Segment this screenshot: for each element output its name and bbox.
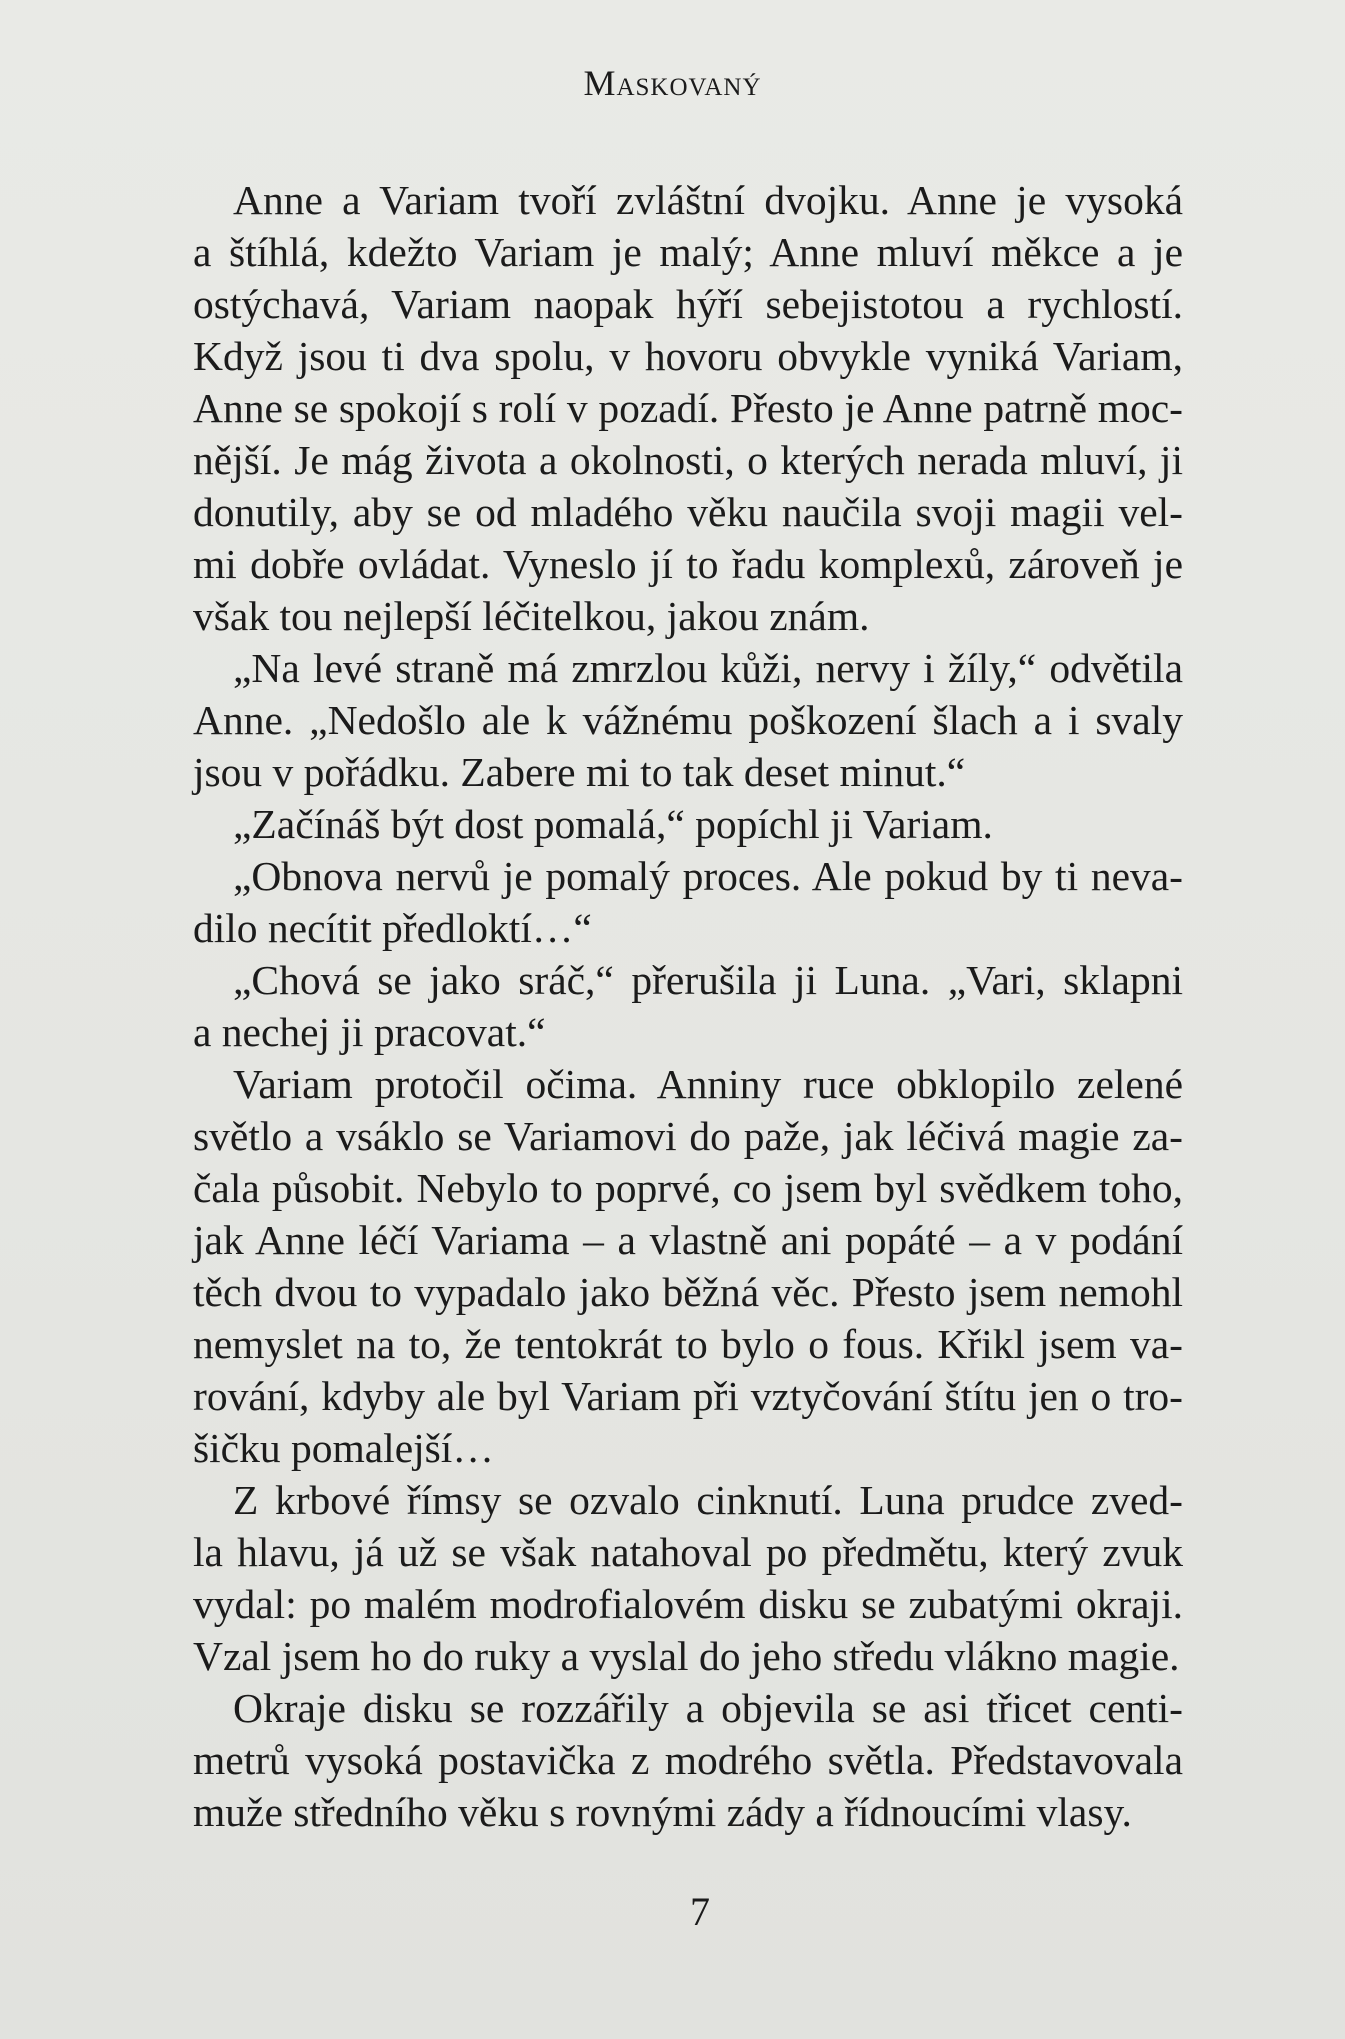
text-line: muže středního věku s rovnými zády a řídnoucími vlasy. xyxy=(193,1789,1132,1835)
text-line: šičku pomalejší… xyxy=(193,1425,494,1471)
paragraph xyxy=(193,954,1183,1058)
text-line: jsou v pořádku. Zabere mi to tak deset minut.“ xyxy=(193,749,966,795)
text-line: la hlavu, já už se však natahoval po předmětu, který zvuk xyxy=(193,1529,1183,1575)
text-line: čala působit. Nebylo to poprvé, co jsem byl svědkem toho, xyxy=(193,1165,1183,1211)
text-line: „Obnova nervů je pomalý proces. Ale pokud by ti neva- xyxy=(233,853,1183,899)
text-line: a štíhlá, kdežto Variam je malý; Anne mluví měkce a je xyxy=(193,229,1183,275)
paragraph xyxy=(193,1682,1183,1838)
text-line: těch dvou to vypadalo jako běžná věc. Přesto jsem nemohl xyxy=(193,1269,1183,1315)
paragraph xyxy=(193,1058,1183,1474)
text-line: vydal: po malém modrofialovém disku se zubatými okraji. xyxy=(193,1581,1183,1627)
text-line: dilo necítit předloktí…“ xyxy=(193,905,592,951)
text-line: však tou nejlepší léčitelkou, jakou znám. xyxy=(193,593,870,639)
text-line: donutily, aby se od mladého věku naučila svoji magii vel- xyxy=(193,489,1183,535)
text-line: ostýchavá, Variam naopak hýří sebejistotou a rychlostí. xyxy=(193,281,1183,327)
paragraph xyxy=(193,850,1183,954)
text-line: metrů vysoká postavička z modrého světla. Představovala xyxy=(193,1737,1183,1783)
text-line: mi dobře ovládat. Vyneslo jí to řadu komplexů, zároveň je xyxy=(193,541,1183,587)
paragraph xyxy=(193,1474,1183,1682)
text-line: jak Anne léčí Variama – a vlastně ani popáté – a v podání xyxy=(193,1217,1183,1263)
page-number: 7 xyxy=(690,1889,710,1934)
text-line: Anne a Variam tvoří zvláštní dvojku. Anne je vysoká xyxy=(233,177,1183,223)
text-line: „Chová se jako sráč,“ přerušila ji Luna. „Vari, sklapni xyxy=(233,957,1183,1003)
text-line: Variam protočil očima. Anniny ruce obklopilo zelené xyxy=(233,1061,1183,1107)
paragraph xyxy=(193,642,1183,798)
text-line: Z krbové římsy se ozvalo cinknutí. Luna prudce zved- xyxy=(233,1477,1183,1523)
paragraph xyxy=(193,798,1183,850)
text-line: rování, kdyby ale byl Variam při vztyčování štítu jen o tro- xyxy=(193,1373,1183,1419)
text-line: a nechej ji pracovat.“ xyxy=(193,1009,546,1055)
paragraph xyxy=(193,174,1183,642)
text-line: Anne se spokojí s rolí v pozadí. Přesto je Anne patrně moc- xyxy=(193,385,1183,431)
text-line: světlo a vsáklo se Variamovi do paže, jak léčivá magie za- xyxy=(193,1113,1183,1159)
body-text xyxy=(193,174,1183,1838)
running-head: Maskovaný xyxy=(583,63,762,103)
text-line: Okraje disku se rozzářily a objevila se asi třicet centi- xyxy=(233,1685,1183,1731)
text-line: Když jsou ti dva spolu, v hovoru obvykle vyniká Variam, xyxy=(193,333,1183,379)
text-line: „Na levé straně má zmrzlou kůži, nervy i žíly,“ odvětila xyxy=(233,645,1183,691)
text-line: nější. Je mág života a okolnosti, o kterých nerada mluví, ji xyxy=(193,437,1183,483)
text-line: „Začínáš být dost pomalá,“ popíchl ji Variam. xyxy=(233,801,993,847)
text-line: Anne. „Nedošlo ale k vážnému poškození šlach a i svaly xyxy=(193,697,1183,743)
text-line: nemyslet na to, že tentokrát to bylo o fous. Křikl jsem va- xyxy=(193,1321,1183,1367)
text-line: Vzal jsem ho do ruky a vyslal do jeho středu vlákno magie. xyxy=(193,1633,1180,1679)
